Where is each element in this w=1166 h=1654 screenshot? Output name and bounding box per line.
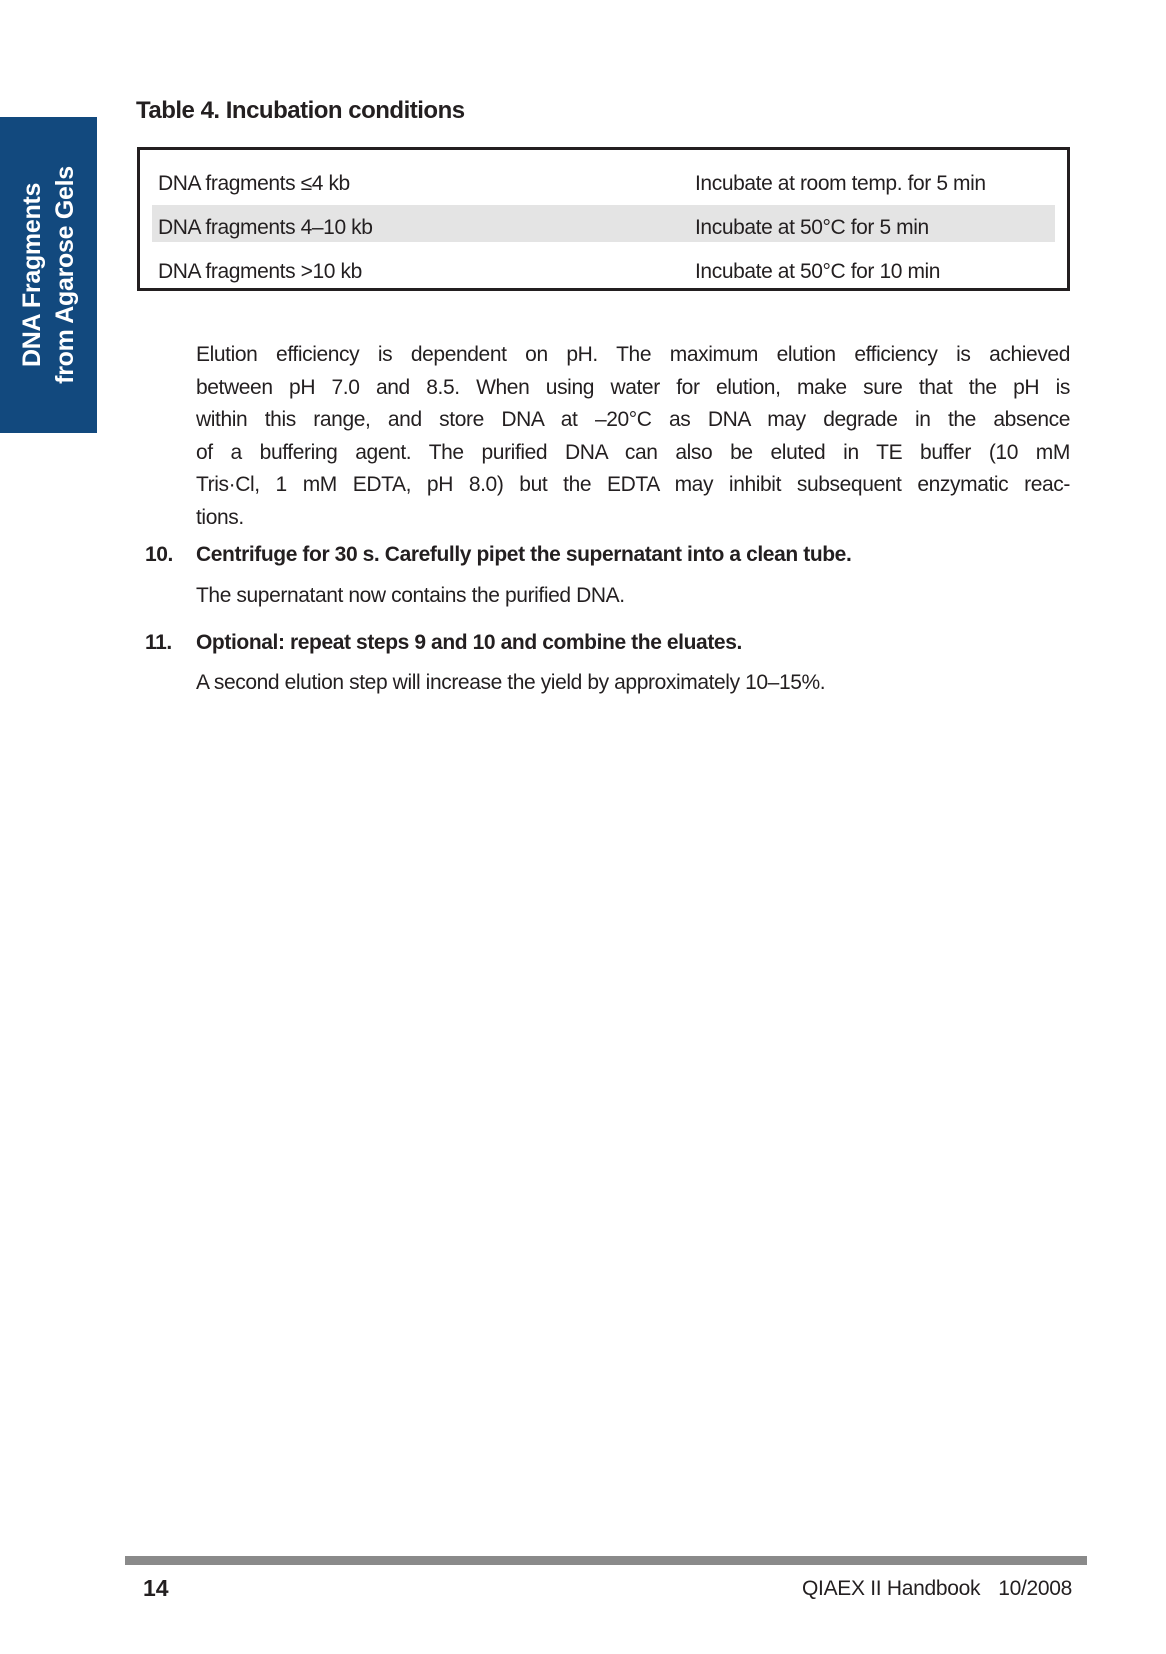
table-row [140, 206, 1067, 250]
table-title: Table 4. Incubation conditions [136, 97, 465, 124]
fragment-size-cell: DNA fragments >10 kb [158, 260, 362, 283]
paragraph-line: within this range, and store DNA at –20°C as DNA may degrade in the absence [196, 408, 1070, 431]
elution-note-paragraph [196, 339, 1070, 534]
fragment-size-cell: DNA fragments 4–10 kb [158, 216, 373, 239]
chapter-tab-line1: DNA Fragments [17, 182, 46, 368]
table-row [140, 250, 1067, 291]
step-10-heading-text: Centrifuge for 30 s. Carefully pipet the supernatant into a clean tube. [196, 543, 852, 566]
step-11-number: 11. [145, 631, 172, 654]
paragraph-line: tions. [196, 505, 244, 529]
incubation-condition-cell: Incubate at room temp. for 5 min [695, 172, 986, 195]
step-10-number: 10. [145, 543, 173, 566]
step-11-heading [145, 631, 1070, 655]
footer-rule [125, 1556, 1087, 1565]
incubation-condition-cell: Incubate at 50°C for 5 min [695, 216, 929, 239]
footer-citation [802, 1577, 1072, 1601]
step-10-heading [145, 543, 1070, 567]
incubation-condition-cell: Incubate at 50°C for 10 min [695, 260, 941, 283]
handbook-title: QIAEX II Handbook [802, 1577, 981, 1600]
step-10-body: The supernatant now contains the purified DNA. [196, 584, 625, 607]
page-number: 14 [143, 1575, 169, 1601]
chapter-tab-label [16, 166, 82, 384]
chapter-tab [0, 117, 97, 433]
paragraph-line: of a buffering agent. The purified DNA can also be eluted in TE buffer (10 mM [196, 440, 1070, 464]
handbook-date: 10/2008 [998, 1577, 1072, 1600]
fragment-size-cell: DNA fragments ≤4 kb [158, 172, 350, 195]
chapter-tab-line2: from Agarose Gels [50, 166, 79, 384]
step-11-body: A second elution step will increase the yield by approximately 10–15%. [196, 671, 826, 694]
step-11-heading-text: Optional: repeat steps 9 and 10 and combine the eluates. [196, 631, 742, 654]
paragraph-line: between pH 7.0 and 8.5. When using water for elution, make sure that the pH is [196, 375, 1070, 399]
paragraph-line: Tris·Cl, 1 mM EDTA, pH 8.0) but the EDTA may inhibit subsequent enzymatic reac- [196, 473, 1070, 496]
paragraph-line: Elution efficiency is dependent on pH. The maximum elution efficiency is achieved [196, 343, 1070, 366]
incubation-conditions-table [137, 147, 1070, 291]
table-row [140, 162, 1067, 206]
